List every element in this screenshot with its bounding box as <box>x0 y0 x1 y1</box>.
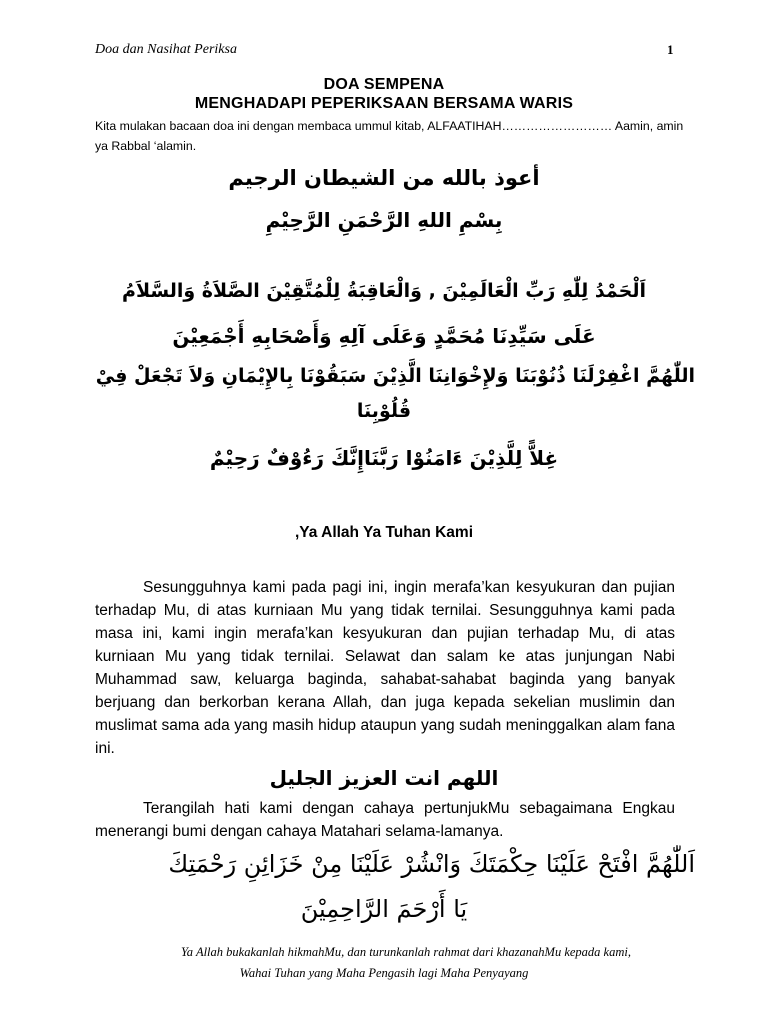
document-title-line1: DOA SEMPENA <box>323 76 445 93</box>
arabic-line-5: اللّٰهُمَّ اغْفِرْلَنَا ذُنُوْبَنَا وَلإِخْوَانِنَا الَّذِيْنَ سَبَقُوْنَا بِالإِيْمَانِ وَلاَ تَجْعَلْ فِيْ <box>95 365 695 387</box>
document-title-line2: MENGHADAPI PEPERIKSAAN BERSAMA WARIS <box>194 95 574 112</box>
arabic-taawudz: أعوذ بالله من الشيطان الرجيم <box>228 166 540 190</box>
intro-text: Kita mulakan bacaan doa ini dengan membaca ummul kitab, ALFAATIHAH……………………… Aamin, amin ya Rabbal ‘alamin. <box>95 119 684 153</box>
translation-line-1: Ya Allah bukakanlah hikmahMu, dan turunkanlah rahmat dari khazanahMu kepada kami, <box>181 945 631 959</box>
arabic-doa-line-2: يَا أَرْحَمَ الرَّاحِمِيْنَ <box>300 895 468 923</box>
arabic-line-7: غِلاًّ لِلَّذِيْنَ ءَامَنُوْا رَبَّنَاإِنَّكَ رَءُوْفٌ رَحِيْمٌ <box>209 446 559 470</box>
section-heading: ,Ya Allah Ya Tuhan Kami <box>294 524 474 541</box>
arabic-line-3: اَلْحَمْدُ لِلّٰهِ رَبِّ الْعَالَمِيْنَ , وَالْعَاقِبَةُ لِلْمُتَّقِيْنَ الصَّلاَةُ وَالسَّلاَمُ <box>122 280 646 302</box>
paragraph-2: Terangilah hati kami dengan cahaya pertunjukMu sebagaimana Engkau menerangi bumi dengan cahaya Matahari selama-lamanya. <box>95 800 675 840</box>
translation-line-2: Wahai Tuhan yang Maha Pengasih lagi Maha Penyayang <box>239 966 529 980</box>
arabic-line-4: عَلَى سَيِّدِنَا مُحَمَّدٍ وَعَلَى آلِهِ وَأَصْحَابِهِ أَجْمَعِيْنَ <box>172 324 596 348</box>
page-number: 1 <box>667 42 674 57</box>
arabic-line-6: قُلُوْبِنَا <box>356 400 412 422</box>
running-header-title: Doa dan Nasihat Periksa <box>95 42 237 57</box>
paragraph-1: Sesungguhnya kami pada pagi ini, ingin merafa’kan kesyukuran dan pujian terhadap Mu, di atas kurniaan Mu yang tidak ternilai. Sesungguhnya kami pada masa ini, kami ingin merafa’kan kesyukuran dan pujian terhadap Mu, di atas kurniaan Mu yang tidak ternilai. Selawat dan salam ke atas junjungan Nabi Muhammad saw, keluarga baginda, sahabat-sahabat baginda yang banyak berjuang dan berkorban kerana Allah, dan juga kepada sekelian muslimin dan muslimat sama ada yang masih hidup ataupun yang sudah meninggalkan alam fana ini. <box>95 579 675 757</box>
arabic-heading: اللهم انت العزيز الجليل <box>269 766 499 790</box>
arabic-basmalah: بِسْمِ اللهِ الرَّحْمَنِ الرَّحِيْمِ <box>265 208 503 232</box>
arabic-doa-line-1: اَللّٰهُمَّ افْتَحْ عَلَيْنَا حِكْمَتَكَ وَانْشُرْ عَلَيْنَا مِنْ خَزَائِنِ رَحْمَتِكَ <box>168 850 695 878</box>
